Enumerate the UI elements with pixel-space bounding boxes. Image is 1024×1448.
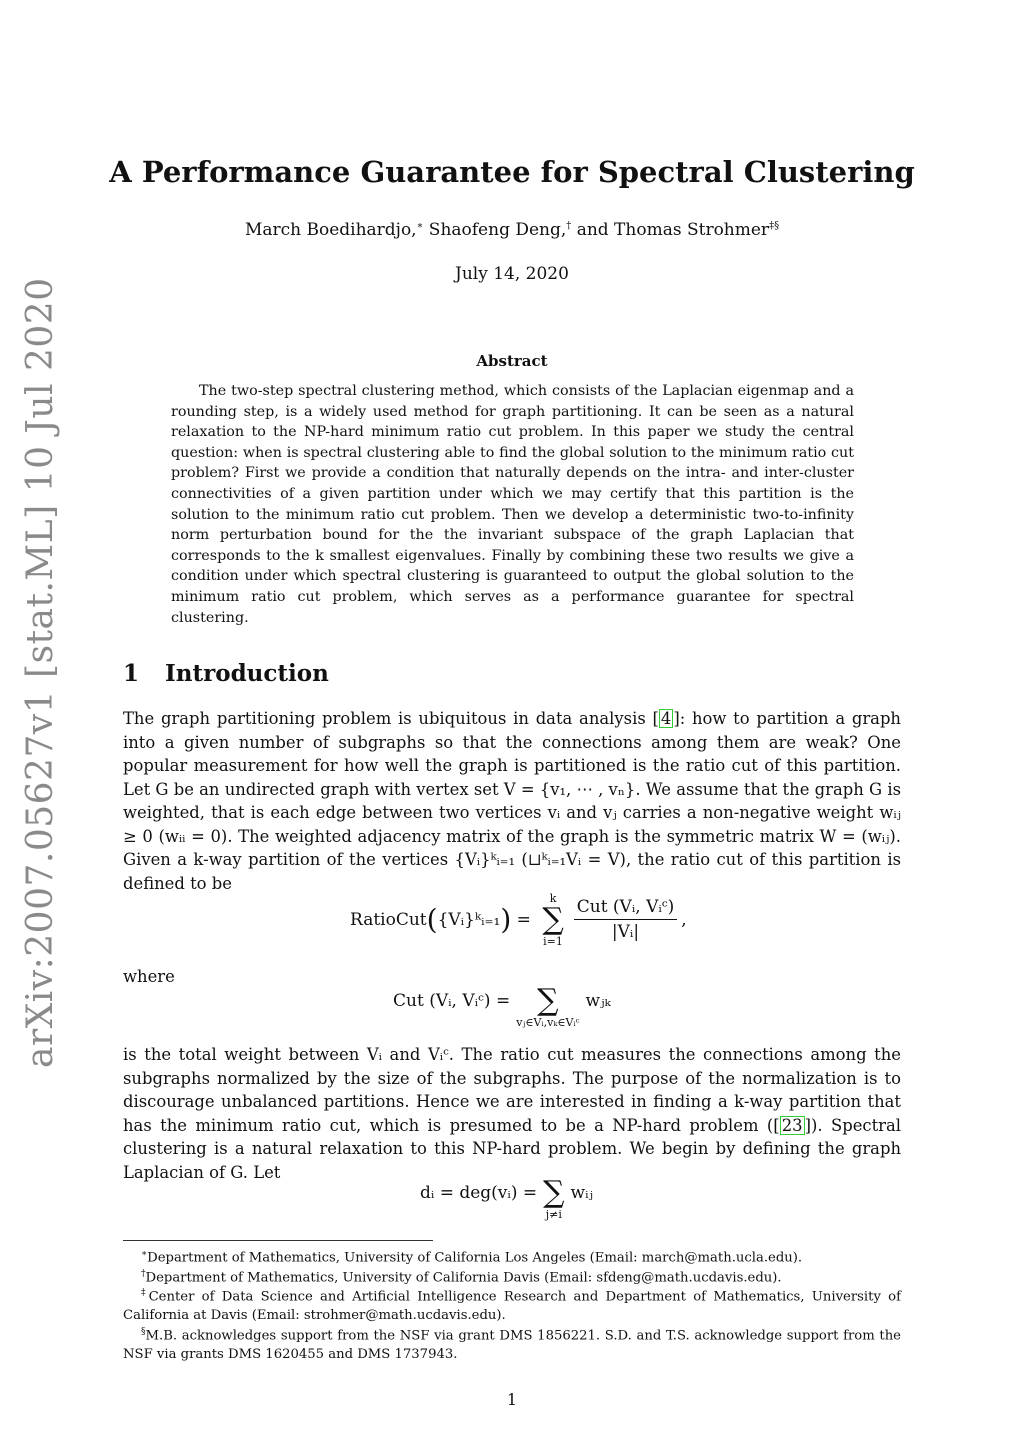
sum-lower-limit: j≠i bbox=[545, 1207, 562, 1221]
abstract-body: The two-step spectral clustering method, which consists of the Laplacian eigenmap and a rounding step, is a widely used method for graph partitioning. It can be seen as a natural relaxation to the NP-hard minimum ratio cut problem. In this paper we study the central question: when is spectral clustering able to find the global solution to the minimum ratio cut problem? First we provide a condition that naturally depends on the intra- and inter-cluster connectivities of a given partition under which we may certify that this partition is the solution to the minimum ratio cut problem. Then we develop a deterministic two-to-infinity norm perturbation bound for the the invariant subspace of the graph Laplacian that corresponds to the k smallest eigenvalues. Finally by combining these two results we give a condition under which spectral clustering is guaranteed to output the global solution to the minimum ratio cut problem, which serves as a performance guarantee for spectral clustering. bbox=[171, 383, 854, 626]
author-footnote-mark[interactable]: ‡§ bbox=[769, 220, 780, 232]
intro-paragraph-2 bbox=[123, 1043, 901, 1184]
footnote bbox=[123, 1284, 901, 1325]
paper-title: A Performance Guarantee for Spectral Clustering bbox=[109, 155, 915, 189]
equation-lhs: Cut (Vᵢ, Vᵢᶜ) = bbox=[393, 991, 511, 1011]
paragraph-text: is the total weight between Vᵢ and Vᵢᶜ. The ratio cut measures the connections among the subgraphs normalized by the size of the subgraphs. The purpose of the normalization is to discourage unbalanced partitions. Hence we are interested in finding a k-way partition that has the minimum ratio cut, which is presumed to be a NP-hard problem ([ bbox=[123, 1045, 901, 1135]
footnote bbox=[123, 1323, 901, 1364]
sum-lower-limit: vⱼ∈Vᵢ,vₖ∈Vᵢᶜ bbox=[516, 1015, 580, 1029]
footnote-mark: ∗ bbox=[141, 1249, 148, 1259]
equation-lhs: dᵢ = deg(vᵢ) = bbox=[420, 1183, 538, 1203]
author-name: and Thomas Strohmer bbox=[576, 220, 770, 240]
footnote-mark: ‡ bbox=[141, 1288, 149, 1298]
author-footnote-mark[interactable]: ∗ bbox=[416, 220, 424, 232]
sigma-symbol: ∑ bbox=[537, 983, 559, 1018]
fraction-numerator: Cut (Vᵢ, Vᵢᶜ) bbox=[574, 897, 678, 920]
sum-lower-limit: i=1 bbox=[543, 934, 563, 948]
equals-sign: = bbox=[511, 909, 537, 930]
author-name: Shaofeng Deng, bbox=[428, 220, 567, 240]
footnote-mark: † bbox=[141, 1269, 146, 1279]
summand: wⱼₖ bbox=[585, 991, 611, 1011]
paragraph-text: The graph partitioning problem is ubiquitous in data analysis [ bbox=[123, 709, 659, 728]
fraction bbox=[574, 897, 678, 942]
equation-cut bbox=[393, 985, 611, 1028]
section-title: Introduction bbox=[165, 660, 329, 687]
citation-link[interactable]: 4 bbox=[660, 709, 672, 728]
comma: , bbox=[681, 909, 687, 930]
footnote-text: Department of Mathematics, University of California Davis (Email: sfdeng@math.ucdavis.edu). bbox=[145, 1270, 782, 1286]
author-name: March Boedihardjo, bbox=[244, 220, 417, 240]
footnote-mark: § bbox=[141, 1327, 146, 1337]
page-number: 1 bbox=[506, 1390, 518, 1409]
footnote-text: Center of Data Science and Artificial Intelligence Research and Department of Mathematics, University of California at Davis (Email: strohmer@math.ucdavis.edu). bbox=[123, 1289, 901, 1324]
section-number: 1 bbox=[123, 660, 140, 687]
publication-date: July 14, 2020 bbox=[455, 264, 569, 284]
fraction-denominator: |Vᵢ| bbox=[611, 922, 640, 943]
summand: wᵢⱼ bbox=[570, 1183, 594, 1203]
paragraph-text: ]: how to partition a graph into a given number of subgraphs so that the connections among them are weak? One popular measurement for how well the graph is partitioned is the ratio cut of this partition. Let G be an undirected graph with vertex set V = {v₁, ⋯ , vₙ}. We assume that the graph G is weighted, that is each edge between two vertices vᵢ and vⱼ carries a non-negative weight wᵢⱼ ≥ 0 (wᵢᵢ = 0). The weighted adjacency matrix of the graph is the symmetric matrix W = (wᵢⱼ). Given a k-way partition of the vertices {Vᵢ}ᵏᵢ₌₁ (⊔ᵏᵢ₌₁Vᵢ = V), the ratio cut of this partition is defined to be bbox=[123, 709, 901, 893]
paren-open: ( bbox=[426, 903, 438, 937]
author-footnote-mark[interactable]: † bbox=[566, 220, 572, 232]
sigma-symbol: ∑ bbox=[543, 1175, 565, 1210]
summation bbox=[516, 985, 579, 1028]
section-heading-introduction bbox=[123, 660, 329, 687]
sigma-symbol: ∑ bbox=[542, 902, 564, 937]
arxiv-identifier: arXiv:2007.05627v1 [stat.ML] 10 Jul 2020 bbox=[20, 277, 61, 1068]
summation bbox=[542, 893, 563, 947]
sum-upper-limit: k bbox=[549, 892, 557, 905]
footnote-text: Department of Mathematics, University of California Los Angeles (Email: march@math.ucla.edu). bbox=[147, 1250, 803, 1266]
equation-lhs: RatioCut bbox=[350, 909, 427, 930]
where-label: where bbox=[123, 967, 175, 986]
abstract-heading: Abstract bbox=[476, 352, 548, 370]
intro-paragraph-1 bbox=[123, 707, 901, 895]
paragraph-text: ]). Spectral clustering is a natural relaxation to this NP-hard problem. We begin by defining the graph Laplacian of G. Let bbox=[123, 1115, 902, 1182]
citation-link[interactable]: 23 bbox=[781, 1115, 803, 1135]
summation bbox=[543, 1177, 564, 1220]
equation-ratiocut bbox=[350, 893, 687, 947]
equation-degree bbox=[420, 1177, 593, 1220]
author-list bbox=[0, 220, 1024, 240]
footnote-divider bbox=[123, 1240, 433, 1241]
equation-argument: {Vᵢ}ᵏᵢ₌₁ bbox=[437, 909, 501, 930]
paren-close: ) bbox=[500, 903, 512, 937]
footnote-text: M.B. acknowledges support from the NSF via grant DMS 1856221. S.D. and T.S. acknowledge support from the NSF via grants DMS 1620455 and DMS 1737943. bbox=[123, 1328, 901, 1363]
